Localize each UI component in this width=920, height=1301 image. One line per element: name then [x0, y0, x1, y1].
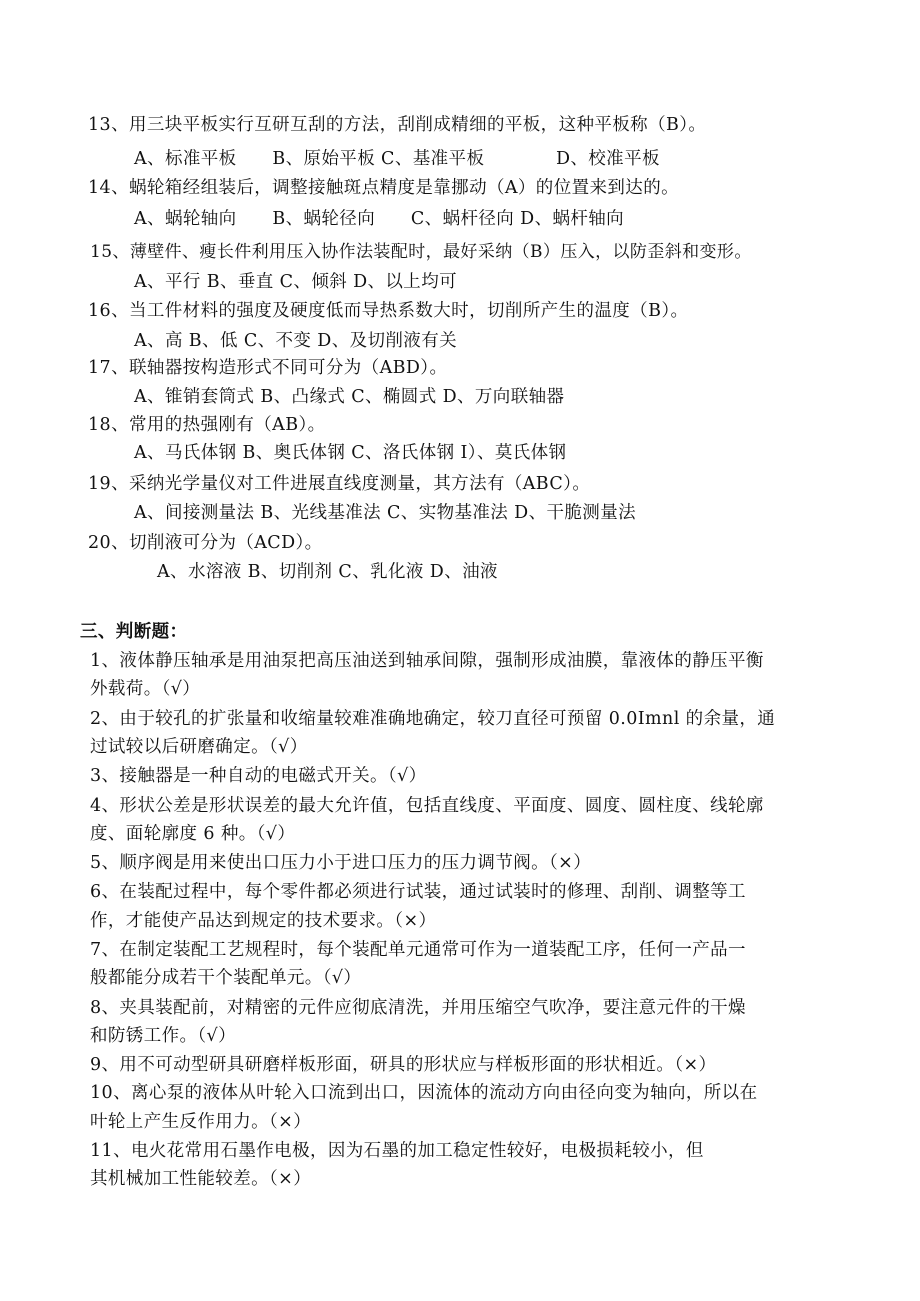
- question-16: 16、当工件材料的强度及硬度低而导热系数大时，切削所产生的温度（B）。: [88, 301, 689, 321]
- judgment-item-7-cont: 般都能分成若干个装配单元。（√）: [90, 968, 362, 988]
- judgment-item-4: 4、形状公差是形状误差的最大允许值，包括直线度、平面度、圆度、圆柱度、线轮廓: [90, 796, 764, 816]
- judgment-item-1-cont: 外载荷。（√）: [90, 679, 201, 699]
- options-19: A、间接测量法 B、光线基准法 C、实物基准法 D、干脆测量法: [134, 503, 637, 523]
- options-20: A、水溶液 B、切削剂 C、乳化液 D、油液: [157, 562, 498, 582]
- judgment-item-4-cont: 度、面轮廓度 6 种。（√）: [90, 824, 296, 844]
- judgment-item-2: 2、由于较孔的扩张量和收缩量较难准确地确定，较刀直径可预留 0.0Imnl 的余量，通: [90, 709, 776, 729]
- question-13: 13、用三块平板实行互研互刮的方法，刮削成精细的平板，这种平板称（B）。: [88, 115, 707, 135]
- judgment-item-10: 10、离心泵的液体从叶轮入口流到出口，因流体的流动方向由径向变为轴向，所以在: [90, 1083, 758, 1103]
- question-17: 17、联轴器按构造形式不同可分为（ABD）。: [88, 358, 448, 378]
- question-20: 20、切削液可分为（ACD）。: [88, 533, 323, 553]
- judgment-item-11: 11、电火花常用石墨作电极，因为石墨的加工稳定性较好，电极损耗较小，但: [90, 1141, 704, 1161]
- judgment-item-5: 5、顺序阀是用来使出口压力小于进口压力的压力调节阀。（×）: [90, 853, 592, 873]
- judgment-item-8: 8、夹具装配前，对精密的元件应彻底清洗，并用压缩空气吹净，要注意元件的干燥: [90, 998, 746, 1018]
- judgment-item-3: 3、接触器是一种自动的电磁式开关。（√）: [90, 766, 427, 786]
- options-17: A、锥销套筒式 B、凸缘式 C、椭圆式 D、万向联轴器: [134, 387, 565, 407]
- options-14: A、蜗轮轴向 B、蜗轮径向 C、蜗杆径向 D、蜗杆轴向: [134, 209, 625, 229]
- judgment-item-11-cont: 其机械加工性能较差。（×）: [90, 1169, 312, 1189]
- section-title: 三、判断题：: [80, 622, 188, 642]
- judgment-item-6: 6、在装配过程中，每个零件都必须进行试装，通过试装时的修理、刮削、调整等工: [90, 882, 746, 902]
- question-14: 14、蜗轮箱经组装后，调整接触斑点精度是靠挪动（A）的位置来到达的。: [88, 178, 680, 198]
- options-16: A、高 B、低 C、不变 D、及切削液有关: [134, 331, 458, 351]
- judgment-item-7: 7、在制定装配工艺规程时，每个装配单元通常可作为一道装配工序，任何一产品一: [90, 940, 746, 960]
- question-19: 19、采纳光学量仪对工件进展直线度测量，其方法有（ABC）。: [88, 474, 591, 494]
- judgment-item-6-cont: 作，才能使产品达到规定的技术要求。（×）: [90, 911, 437, 931]
- judgment-item-10-cont: 叶轮上产生反作用力。（×）: [90, 1112, 312, 1132]
- question-18: 18、常用的热强刚有（AB）。: [88, 415, 326, 435]
- options-13: A、标准平板 B、原始平板 C、基准平板 D、校准平板: [134, 149, 660, 169]
- options-18: A、马氏体钢 B、奥氏体钢 C、洛氏体钢 I）、莫氏体钢: [134, 443, 567, 463]
- judgment-item-1: 1、液体静压轴承是用油泵把高压油送到轴承间隙，强制形成油膜，靠液体的静压平衡: [90, 651, 764, 671]
- judgment-item-9: 9、用不可动型研具研磨样板形面，研具的形状应与样板形面的形状相近。（×）: [90, 1055, 717, 1075]
- judgment-item-8-cont: 和防锈工作。（√）: [90, 1026, 237, 1046]
- question-15: 15、薄壁件、瘦长件利用压入协作法装配时，最好采纳（B）压入，以防歪斜和变形。: [90, 242, 752, 262]
- judgment-item-2-cont: 过试较以后研磨确定。（√）: [90, 737, 308, 757]
- options-15: A、平行 B、垂直 C、倾斜 D、以上均可: [134, 272, 458, 292]
